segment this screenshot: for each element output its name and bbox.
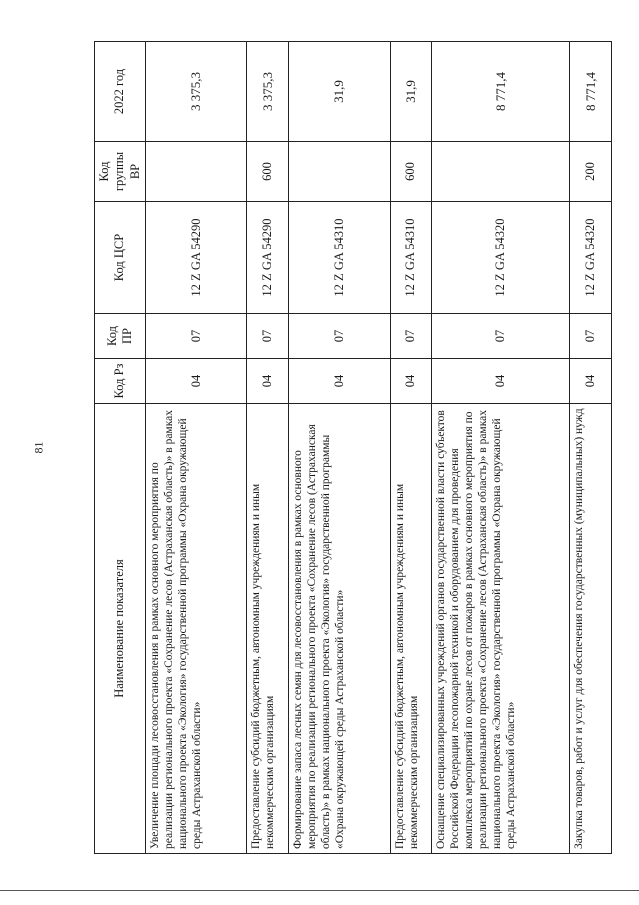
- row-csr: 12 Z GA 54290: [146, 202, 247, 314]
- header-name: Наименование показателя: [95, 404, 146, 854]
- row-pr: 07: [390, 314, 432, 359]
- table-row: [247, 42, 289, 854]
- row-name: Закупка товаров, работ и услуг для обеспечения государственных (муниципальных) нужд: [570, 404, 612, 854]
- row-pr: 07: [146, 314, 247, 359]
- table-row: [289, 42, 390, 854]
- row-vr: [289, 142, 390, 202]
- row-value: 8 771,4: [432, 42, 570, 142]
- row-pr: 07: [247, 314, 289, 359]
- row-name: Предоставление субсидий бюджетным, автономным учреждениям и иным некоммерческим организациям: [247, 404, 289, 854]
- row-value: 31,9: [289, 42, 390, 142]
- row-value: 3 375,3: [247, 42, 289, 142]
- page-number: 81: [31, 441, 46, 454]
- row-vr: 600: [390, 142, 432, 202]
- header-vr: Код группы ВР: [95, 142, 146, 202]
- header-pr: Код ПР: [95, 314, 146, 359]
- row-name: Предоставление субсидий бюджетным, автономным учреждениям и иным некоммерческим организациям: [390, 404, 432, 854]
- row-rz: 04: [432, 359, 570, 404]
- header-year: 2022 год: [95, 42, 146, 142]
- row-pr: 07: [289, 314, 390, 359]
- row-rz: 04: [247, 359, 289, 404]
- row-csr: 12 Z GA 54320: [570, 202, 612, 314]
- table-row: [390, 42, 432, 854]
- table-header-row: [95, 42, 146, 854]
- scan-edge-line: [0, 890, 639, 891]
- row-csr: 12 Z GA 54290: [247, 202, 289, 314]
- row-value: 8 771,4: [570, 42, 612, 142]
- row-rz: 04: [390, 359, 432, 404]
- row-pr: 07: [570, 314, 612, 359]
- row-rz: 04: [570, 359, 612, 404]
- row-csr: 12 Z GA 54310: [390, 202, 432, 314]
- row-name: Увеличение площади лесовосстановления в рамках основного мероприятия по реализации регионального проекта «Сохранение лесов (Астраханская область)» в рамках национального проекта «Экология» государственной программы «Охрана окружающей среды Астраханской области»: [146, 404, 247, 854]
- row-rz: 04: [146, 359, 247, 404]
- budget-table: [94, 41, 612, 854]
- row-vr: 600: [247, 142, 289, 202]
- row-value: 31,9: [390, 42, 432, 142]
- rotated-table-container: [94, 42, 612, 854]
- row-csr: 12 Z GA 54310: [289, 202, 390, 314]
- table-row: [432, 42, 570, 854]
- budget-table-frame: [94, 42, 612, 854]
- row-value: 3 375,3: [146, 42, 247, 142]
- row-name: Формирование запаса лесных семян для лесовосстановления в рамках основного мероприятия по реализации регионального проекта «Сохранение лесов (Астраханская область)» в рамках национального проекта «Экология» государственной программы «Охрана окружающей среды Астраханской области»: [289, 404, 390, 854]
- row-pr: 07: [432, 314, 570, 359]
- table-row: [570, 42, 612, 854]
- row-vr: [146, 142, 247, 202]
- row-name: Оснащение специализированных учреждений органов государственной власти субъектов Российской Федерации лесопожарной техникой и оборудованием для проведения комплекса мероприятий по охране лесов от пожаров в рамках основного мероприятия по реализации регионального проекта «Сохранение лесов (Астраханская область)» в рамках национального проекта «Экология» государственной программы «Охрана окружающей среды Астраханской области»: [432, 404, 570, 854]
- row-vr: 200: [570, 142, 612, 202]
- row-csr: 12 Z GA 54320: [432, 202, 570, 314]
- header-csr: Код ЦСР: [95, 202, 146, 314]
- table-row: [146, 42, 247, 854]
- header-rz: Код Рз: [95, 359, 146, 404]
- row-rz: 04: [289, 359, 390, 404]
- row-vr: [432, 142, 570, 202]
